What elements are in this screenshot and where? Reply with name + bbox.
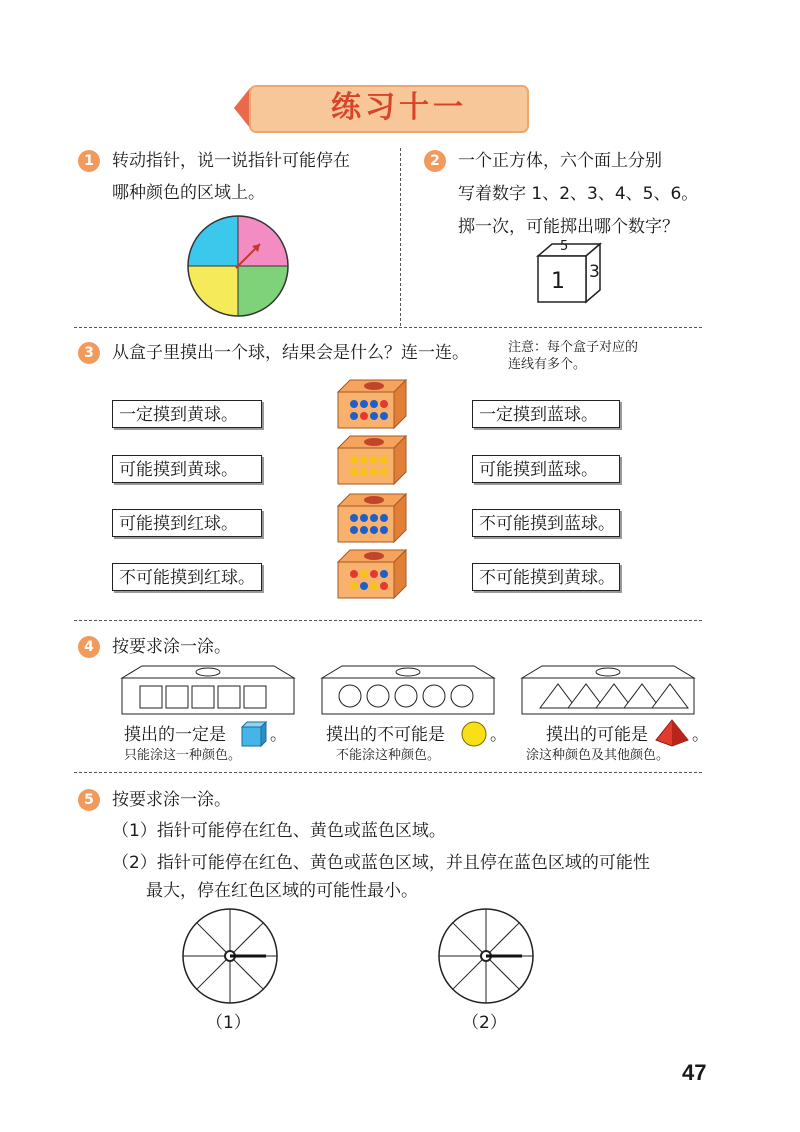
question-2-line2: 写着数字 1、2、3、4、5、6。 xyxy=(458,184,699,204)
left-option-3[interactable]: 可能摸到红球。 xyxy=(112,509,262,537)
die-front-number: 1 xyxy=(551,269,565,294)
question-4-badge: 4 xyxy=(78,636,100,658)
q4-caption-1: 摸出的一定是 xyxy=(124,725,226,745)
question-3-badge: 3 xyxy=(78,342,100,364)
spinner-label-1: （1） xyxy=(206,1013,251,1033)
q4-hint-1: 只能涂这一种颜色。 xyxy=(124,748,242,763)
page-title: 练习十一 xyxy=(331,90,467,125)
right-option-3[interactable]: 不可能摸到蓝球。 xyxy=(472,509,620,537)
section-divider xyxy=(74,620,702,621)
die-right-number: 3 xyxy=(589,262,600,282)
blank-spinner-1[interactable] xyxy=(180,906,280,1006)
question-1-line2: 哪种颜色的区域上。 xyxy=(112,183,265,203)
ball-box-4 xyxy=(336,548,408,600)
left-option-2[interactable]: 可能摸到黄球。 xyxy=(112,455,262,483)
spinner-four-color xyxy=(186,214,290,318)
page-number: 47 xyxy=(682,1060,707,1085)
question-1-badge: 1 xyxy=(78,150,100,172)
question-2-line1: 一个正方体，六个面上分别 xyxy=(458,151,662,171)
ball-box-1 xyxy=(336,378,408,430)
question-3-prompt: 从盒子里摸出一个球，结果会是什么？连一连。 xyxy=(112,343,469,363)
q4-caption-2-tail: 。 xyxy=(490,725,507,745)
left-option-4[interactable]: 不可能摸到红球。 xyxy=(112,563,262,591)
section-divider xyxy=(74,772,702,773)
right-option-4[interactable]: 不可能摸到黄球。 xyxy=(472,563,620,591)
spinner-label-2: （2） xyxy=(462,1013,507,1033)
question-3-note-line1: 注意：每个盒子对应的 xyxy=(508,340,639,355)
ball-box-2 xyxy=(336,434,408,486)
q4-caption-1-tail: 。 xyxy=(270,725,287,745)
question-5-prompt: 按要求涂一涂。 xyxy=(112,790,231,810)
question-1-line1: 转动指针，说一说指针可能停在 xyxy=(112,151,350,171)
question-5-requirement-2: （2）指针可能停在红色、黄色或蓝色区域，并且停在蓝色区域的可能性 xyxy=(112,853,650,873)
ball-box-3 xyxy=(336,492,408,544)
right-option-2[interactable]: 可能摸到蓝球。 xyxy=(472,455,620,483)
left-option-1[interactable]: 一定摸到黄球。 xyxy=(112,400,262,428)
q4-caption-2: 摸出的不可能是 xyxy=(326,725,445,745)
die-top-number: 5 xyxy=(560,239,569,254)
q4-caption-3-tail: 。 xyxy=(692,725,709,745)
q1-q2-divider xyxy=(400,148,401,326)
question-4-prompt: 按要求涂一涂。 xyxy=(112,637,231,657)
blue-cube-icon xyxy=(240,720,268,748)
pyramid-box xyxy=(520,664,696,716)
cube-box xyxy=(120,664,296,716)
question-2-badge: 2 xyxy=(424,150,446,172)
q4-hint-2: 不能涂这种颜色。 xyxy=(336,748,441,763)
question-5-requirement-2-cont: 最大，停在红色区域的可能性最小。 xyxy=(146,881,418,901)
question-5-requirement-1: （1）指针可能停在红色、黄色或蓝色区域。 xyxy=(112,821,446,841)
q4-caption-3: 摸出的可能是 xyxy=(546,725,648,745)
question-2-line3: 掷一次，可能掷出哪个数字？ xyxy=(458,217,679,237)
red-pyramid-icon xyxy=(654,718,690,748)
right-option-1[interactable]: 一定摸到蓝球。 xyxy=(472,400,620,428)
question-5-badge: 5 xyxy=(78,789,100,811)
q4-hint-3: 涂这种颜色及其他颜色。 xyxy=(526,748,670,763)
question-3-note-line2: 连线有多个。 xyxy=(508,357,587,372)
yellow-ball-icon xyxy=(460,720,488,748)
section-divider xyxy=(74,327,702,328)
ball-box-circles xyxy=(320,664,496,716)
blank-spinner-2[interactable] xyxy=(436,906,536,1006)
